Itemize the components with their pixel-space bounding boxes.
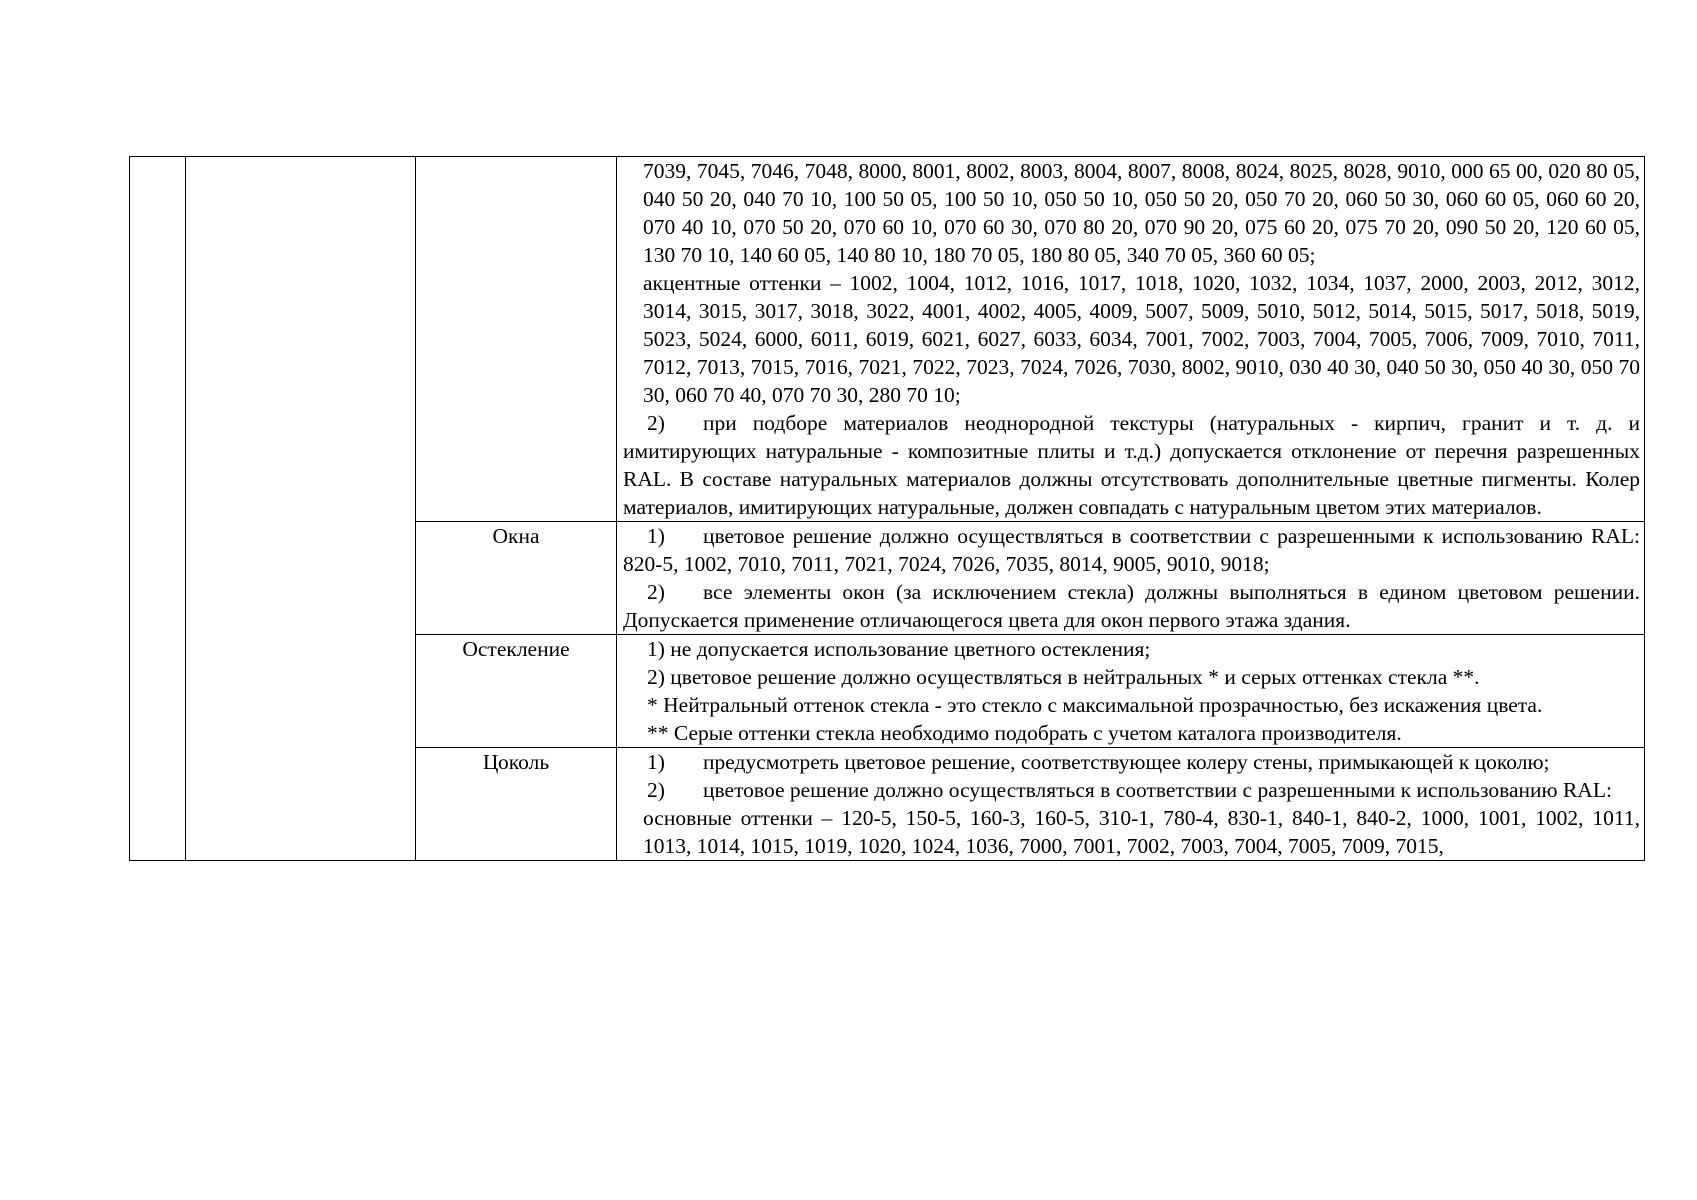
glazing-line: 1) не допускается использование цветного остекления; — [647, 637, 1151, 661]
facade-colors-cell — [617, 157, 1645, 522]
item-text: все элементы окон (за исключением стекла) должны выполняться в едином цветовом решении. Допускается применение отличающегося цвета для окон первого этажа здания. — [623, 580, 1640, 632]
empty-cell-number — [130, 157, 186, 861]
windows-cell — [617, 522, 1645, 635]
list-item — [623, 748, 1640, 776]
item-number: 2) — [647, 580, 665, 604]
plinth-cell — [617, 748, 1645, 861]
item-number: 2) — [647, 778, 665, 802]
list-item — [623, 776, 1640, 804]
glazing-cell — [617, 635, 1645, 748]
list-item — [623, 578, 1640, 634]
empty-cell-section — [186, 157, 416, 861]
row-label-windows: Окна — [416, 522, 617, 635]
item-text: цветовое решение должно осуществляться в соответствии с разрешенными к использованию RAL: 820-5, 1002, 7010, 7011, 7021, 7024, 7026, 7035, 8014, 9005, 9010, 9018; — [623, 524, 1640, 576]
row-label-glazing: Остекление — [416, 635, 617, 748]
item-text: цветовое решение должно осуществляться в соответствии с разрешенными к использованию RAL: — [703, 778, 1612, 802]
main-tones-continuation: 7039, 7045, 7046, 7048, 8000, 8001, 8002, 8003, 8004, 8007, 8008, 8024, 8025, 8028, 9010, 000 65 00, 020 80 05, 040 50 20, 040 70 10, 100 50 05, 100 50 10, 050 50 10, 050 50 20, 050 70 20, 060 50 30, 060 60 05, 060 60 20, 070 40 10, 070 50 20, 070 60 10, 070 60 30, 070 80 20, 070 90 20, 075 60 20, 075 70 20, 090 50 20, 120 60 05, 130 70 10, 140 60 05, 140 80 10, 180 70 05, 180 80 05, 340 70 05, 360 60 05; — [643, 159, 1640, 267]
item-number: 1) — [647, 750, 665, 774]
requirements-table — [129, 156, 1645, 861]
glazing-line: 2) цветовое решение должно осуществляться в нейтральных * и серых оттенках стекла **. — [647, 665, 1480, 689]
item-number: 2) — [647, 411, 665, 435]
glazing-note: ** Серые оттенки стекла необходимо подобрать с учетом каталога производителя. — [647, 721, 1402, 745]
list-item — [623, 522, 1640, 578]
item-text: предусмотреть цветовое решение, соответствующее колеру стены, примыкающей к цоколю; — [703, 750, 1550, 774]
main-tones: основные оттенки – 120-5, 150-5, 160-3, 160-5, 310-1, 780-4, 830-1, 840-1, 840-2, 1000, 1001, 1002, 1011, 1013, 1014, 1015, 1019, 1020, 1024, 1036, 7000, 7001, 7002, 7003, 7004, 7005, 7009, 7015, — [643, 806, 1640, 858]
accent-tones: акцентные оттенки – 1002, 1004, 1012, 1016, 1017, 1018, 1020, 1032, 1034, 1037, 2000, 2003, 2012, 3012, 3014, 3015, 3017, 3018, 3022, 4001, 4002, 4005, 4009, 5007, 5009, 5010, 5012, 5014, 5015, 5017, 5018, 5019, 5023, 5024, 6000, 6011, 6019, 6021, 6027, 6033, 6034, 7001, 7002, 7003, 7004, 7005, 7006, 7009, 7010, 7011, 7012, 7013, 7015, 7016, 7021, 7022, 7023, 7024, 7026, 7030, 8002, 9010, 030 40 30, 040 50 30, 050 40 30, 050 70 30, 060 70 40, 070 70 30, 280 70 10; — [643, 271, 1640, 407]
item-text: при подборе материалов неоднородной текстуры (натуральных - кирпич, гранит и т. д. и имитирующих натуральные - композитные плиты и т.д.) допускается отклонение от перечня разрешенных RAL. В составе натуральных материалов должны отсутствовать дополнительные цветные пигменты. Колер материалов, имитирующих натуральные, должен совпадать с натуральным цветом этих материалов. — [623, 411, 1640, 519]
row-label-plinth: Цоколь — [416, 748, 617, 861]
list-item — [623, 409, 1640, 521]
table-row — [130, 157, 1645, 522]
item-number: 1) — [647, 524, 665, 548]
glazing-note: * Нейтральный оттенок стекла - это стекло с максимальной прозрачностью, без искажения цвета. — [647, 693, 1543, 717]
empty-cell-element — [416, 157, 617, 522]
